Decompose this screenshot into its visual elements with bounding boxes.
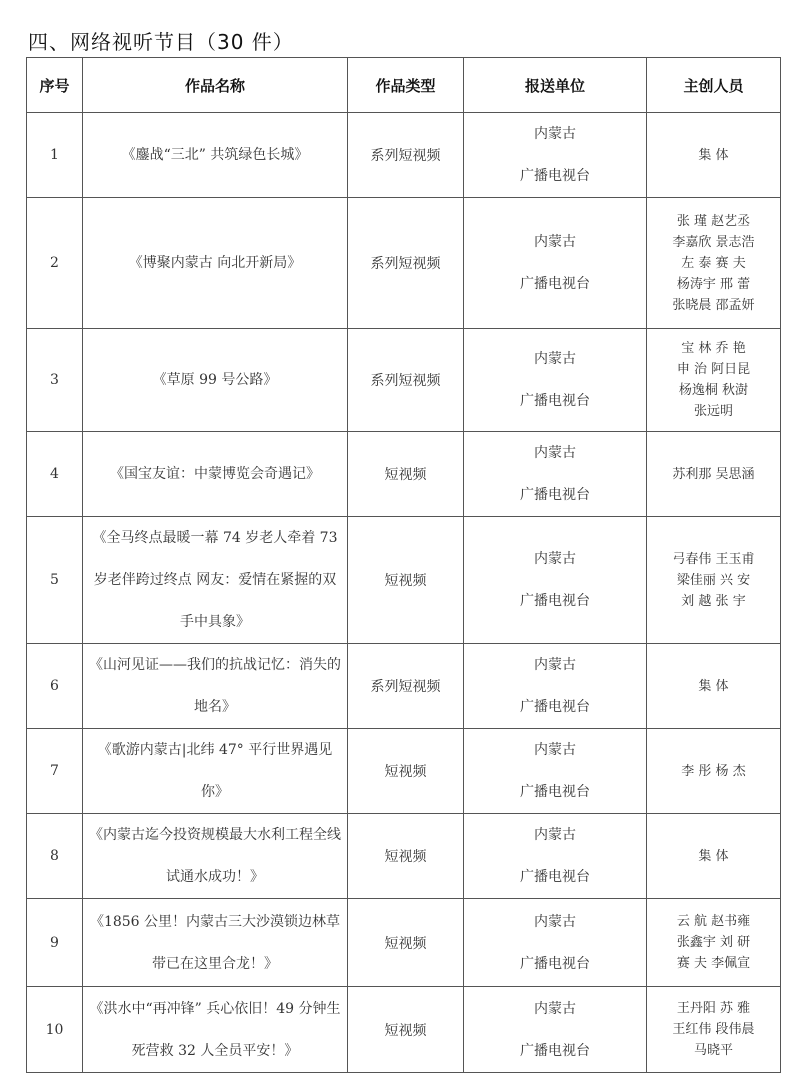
creator-line: 王丹阳 苏 雅 — [676, 1001, 751, 1016]
creators-cell — [647, 198, 781, 329]
submitting-unit-cell — [464, 644, 647, 729]
work-type: 系列短视频 — [348, 198, 464, 329]
row-number: 1 — [27, 113, 83, 198]
row-number: 4 — [27, 432, 83, 517]
submitting-unit-cell — [464, 987, 647, 1073]
creators-cell — [647, 729, 781, 814]
creator-line: 左 泰 赛 夫 — [681, 255, 746, 271]
submitting-unit-line: 广播电视台 — [520, 869, 590, 885]
work-title-cell — [83, 329, 348, 432]
creators-cell — [647, 987, 781, 1073]
work-title: 《内蒙古迄今投资规模最大水利工程全线试通水成功！》 — [89, 827, 341, 885]
submitting-unit-cell — [464, 432, 647, 517]
creator-line: 苏利那 吴思涵 — [672, 466, 755, 482]
work-title-cell — [83, 987, 348, 1073]
work-title: 《1856 公里！内蒙古三大沙漠锁边林草带已在这里合龙！》 — [89, 913, 341, 972]
work-title: 《全马终点最暖一幕 74 岁老人牵着 73 岁老伴跨过终点 网友：爱情在紧握的双手中具象》 — [92, 530, 338, 630]
creator-line: 集 体 — [698, 848, 729, 864]
work-type: 系列短视频 — [348, 113, 464, 198]
submitting-unit-line: 广播电视台 — [520, 784, 590, 800]
work-type: 短视频 — [348, 987, 464, 1073]
submitting-unit-cell — [464, 198, 647, 329]
table-row — [27, 329, 781, 432]
work-title: 《洪水中“再冲锋” 兵心依旧！49 分钟生死营救 32 人全员平安！》 — [89, 1000, 341, 1059]
submitting-unit-line: 广播电视台 — [520, 393, 590, 409]
work-type: 短视频 — [348, 517, 464, 644]
submitting-unit-line: 广播电视台 — [520, 487, 590, 503]
submitting-unit-line: 内蒙古 — [534, 126, 576, 142]
work-type: 短视频 — [348, 814, 464, 899]
submitting-unit-cell — [464, 329, 647, 432]
table-row — [27, 987, 781, 1073]
submitting-unit-cell — [464, 113, 647, 198]
submitting-unit-line: 内蒙古 — [534, 827, 576, 843]
table-body — [27, 113, 781, 1073]
creator-line: 刘 越 张 宇 — [681, 593, 746, 609]
header-unit: 报送单位 — [464, 58, 647, 113]
work-type: 系列短视频 — [348, 644, 464, 729]
creator-line: 李嘉欣 景志浩 — [672, 234, 755, 250]
work-title: 《山河见证——我们的抗战记忆：消失的地名》 — [89, 657, 341, 715]
work-title: 《鏖战“三北” 共筑绿色长城》 — [121, 147, 309, 163]
work-title-cell — [83, 198, 348, 329]
creator-line: 杨涛宇 邢 蕾 — [676, 276, 751, 292]
creator-line: 宝 林 乔 艳 — [681, 341, 746, 356]
submitting-unit-line: 广播电视台 — [520, 593, 590, 609]
creators-cell — [647, 329, 781, 432]
creator-line: 梁佳丽 兴 安 — [676, 572, 751, 588]
creator-line: 云 航 赵书雍 — [676, 914, 751, 929]
creator-line: 集 体 — [698, 147, 729, 163]
submitting-unit-cell — [464, 729, 647, 814]
creator-line: 杨逸桐 秋澍 — [678, 383, 749, 398]
submitting-unit-line: 广播电视台 — [520, 168, 590, 184]
work-title: 《草原 99 号公路》 — [152, 372, 278, 388]
creator-line: 张晓晨 邵孟妍 — [672, 297, 755, 313]
submitting-unit-cell — [464, 899, 647, 987]
work-title-cell — [83, 432, 348, 517]
creators-cell — [647, 432, 781, 517]
row-number: 2 — [27, 198, 83, 329]
submitting-unit-line: 广播电视台 — [520, 955, 590, 972]
work-type: 系列短视频 — [348, 329, 464, 432]
creators-cell — [647, 899, 781, 987]
header-type: 作品类型 — [348, 58, 464, 113]
table-row — [27, 432, 781, 517]
work-type: 短视频 — [348, 729, 464, 814]
creator-line: 赛 夫 李佩宣 — [676, 956, 751, 971]
creator-line: 申 治 阿日昆 — [676, 362, 751, 377]
table-row — [27, 517, 781, 644]
table-row — [27, 644, 781, 729]
row-number: 6 — [27, 644, 83, 729]
creators-cell — [647, 644, 781, 729]
work-title-cell — [83, 644, 348, 729]
creator-line: 张 瑾 赵艺丞 — [676, 213, 751, 229]
work-title: 《博聚内蒙古 向北开新局》 — [128, 255, 302, 271]
row-number: 7 — [27, 729, 83, 814]
submitting-unit-cell — [464, 814, 647, 899]
submitting-unit-line: 广播电视台 — [520, 1042, 590, 1059]
submitting-unit-line: 内蒙古 — [534, 742, 576, 758]
header-title: 作品名称 — [83, 58, 348, 113]
submitting-unit-line: 内蒙古 — [534, 351, 576, 367]
section-title: 四、网络视听节目（30 件） — [28, 30, 294, 54]
table-row — [27, 198, 781, 329]
row-number: 3 — [27, 329, 83, 432]
table-row — [27, 899, 781, 987]
submitting-unit-line: 内蒙古 — [534, 1000, 576, 1017]
creator-line: 弓春伟 王玉甫 — [672, 551, 755, 567]
creators-cell — [647, 814, 781, 899]
works-table — [26, 57, 781, 1073]
header-no: 序号 — [27, 58, 83, 113]
submitting-unit-line: 内蒙古 — [534, 913, 576, 930]
work-title-cell — [83, 899, 348, 987]
work-title-cell — [83, 113, 348, 198]
submitting-unit-line: 内蒙古 — [534, 234, 576, 250]
table-row — [27, 814, 781, 899]
submitting-unit-cell — [464, 517, 647, 644]
row-number: 10 — [27, 987, 83, 1073]
submitting-unit-line: 内蒙古 — [534, 445, 576, 461]
creators-cell — [647, 517, 781, 644]
work-type: 短视频 — [348, 432, 464, 517]
work-title-cell — [83, 729, 348, 814]
creator-line: 马晓平 — [693, 1043, 733, 1058]
creator-line: 张远明 — [693, 404, 733, 419]
row-number: 9 — [27, 899, 83, 987]
creator-line: 李 彤 杨 杰 — [681, 763, 746, 779]
work-title: 《国宝友谊：中蒙博览会奇遇记》 — [110, 466, 320, 482]
work-type: 短视频 — [348, 899, 464, 987]
table-row — [27, 113, 781, 198]
submitting-unit-line: 内蒙古 — [534, 657, 576, 673]
work-title-cell — [83, 814, 348, 899]
creator-line: 集 体 — [698, 678, 729, 694]
row-number: 5 — [27, 517, 83, 644]
table-row — [27, 729, 781, 814]
work-title-cell — [83, 517, 348, 644]
creator-line: 张鑫宇 刘 研 — [676, 935, 751, 950]
header-creators: 主创人员 — [647, 58, 781, 113]
submitting-unit-line: 广播电视台 — [520, 276, 590, 292]
table-header-row — [27, 58, 781, 113]
submitting-unit-line: 内蒙古 — [534, 551, 576, 567]
work-title: 《歌游内蒙古|北纬 47° 平行世界遇见你》 — [97, 742, 333, 800]
row-number: 8 — [27, 814, 83, 899]
creators-cell — [647, 113, 781, 198]
creator-line: 王红伟 段伟晨 — [672, 1022, 755, 1037]
submitting-unit-line: 广播电视台 — [520, 699, 590, 715]
